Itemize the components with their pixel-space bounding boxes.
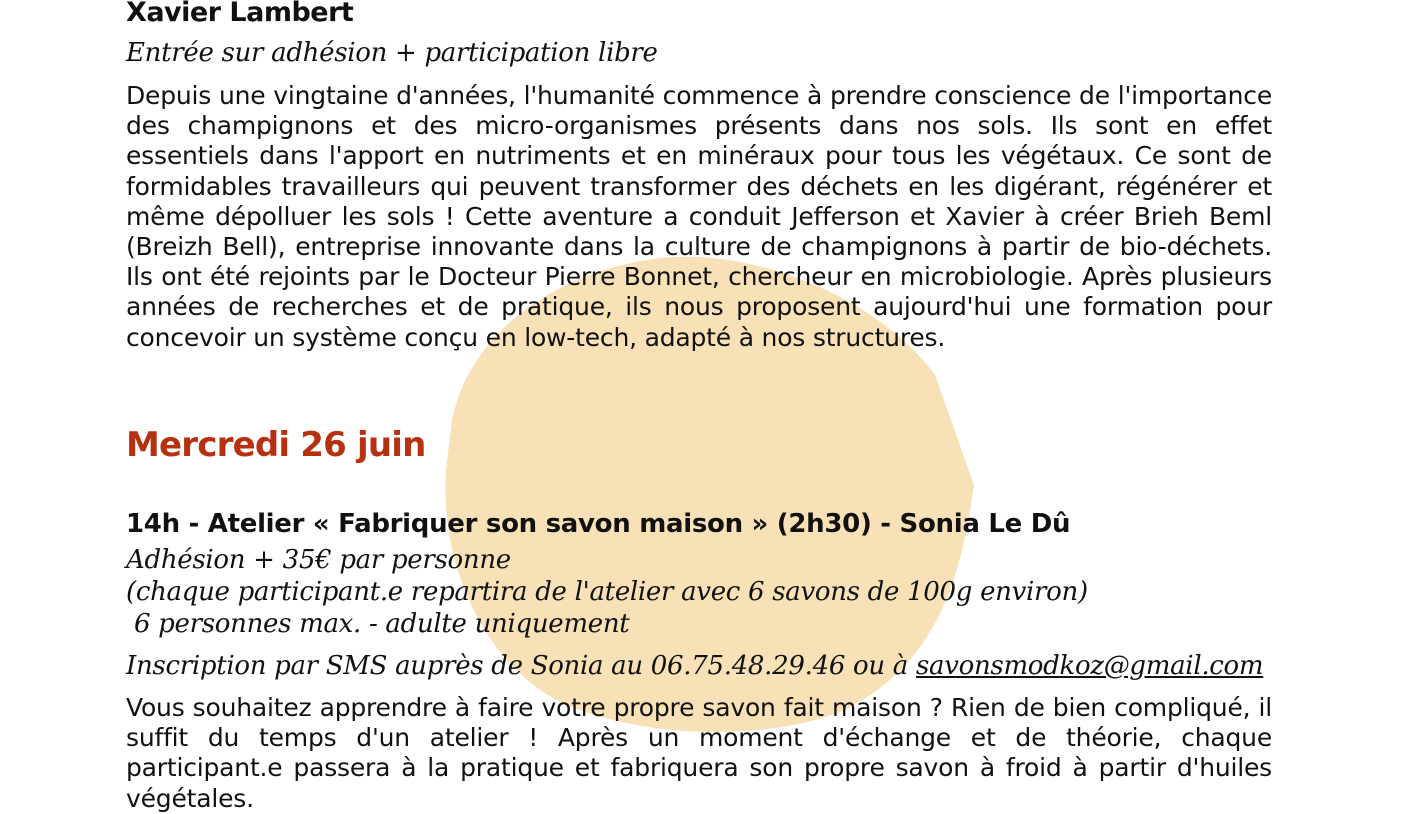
workshop-note: (chaque participant.e repartira de l'atelier avec 6 savons de 100g environ) — [126, 577, 1088, 607]
workshop-price: Adhésion + 35€ par personne — [126, 545, 511, 575]
presenter-name: Xavier Lambert — [126, 0, 354, 28]
day-heading: Mercredi 26 juin — [126, 425, 426, 465]
session-description: Depuis une vingtaine d'années, l'humanité commence à prendre conscience de l'importance des champignons et des micro-organismes présents dans nos sols. Ils sont en effet essentiels dans l'apport en nutriments et en minéraux pour tous les végétaux. Ce sont de formidables travailleurs qui peuvent transformer des déchets en les digérant, régénérer et même dépolluer les sols ! Cette aventure a conduit Jefferson et Xavier à créer Brieh Beml (Breizh Bell), entreprise innovante dans la culture de champignons à partir de bio-déchets. Ils ont été rejoints par le Docteur Pierre Bonnet, chercheur en microbiologie. Après plusieurs années de recherches et de pratique, ils nous proposent aujourd'hui une formation pour concevoir un système conçu en low-tech, adapté à nos structures. — [126, 81, 1272, 352]
workshop-inscription — [126, 648, 1263, 684]
entry-info: Entrée sur adhésion + participation libre — [126, 38, 658, 68]
workshop-description: Vous souhaitez apprendre à faire votre propre savon fait maison ? Rien de bien compliqué, il suffit du temps d'un atelier ! Après un moment d'échange et de théorie, chaque participant.e passera à la pratique et fabriquera son propre savon à froid à partir d'huiles végétales. — [126, 693, 1272, 813]
inscription-text: Inscription par SMS auprès de Sonia au 06.75.48.29.46 ou à — [126, 651, 916, 681]
email-link[interactable]: savonsmodkoz@gmail.com — [915, 651, 1264, 681]
workshop-title: 14h - Atelier « Fabriquer son savon maison » (2h30) - Sonia Le Dû — [126, 509, 1071, 539]
workshop-capacity: 6 personnes max. - adulte uniquement — [126, 609, 630, 639]
